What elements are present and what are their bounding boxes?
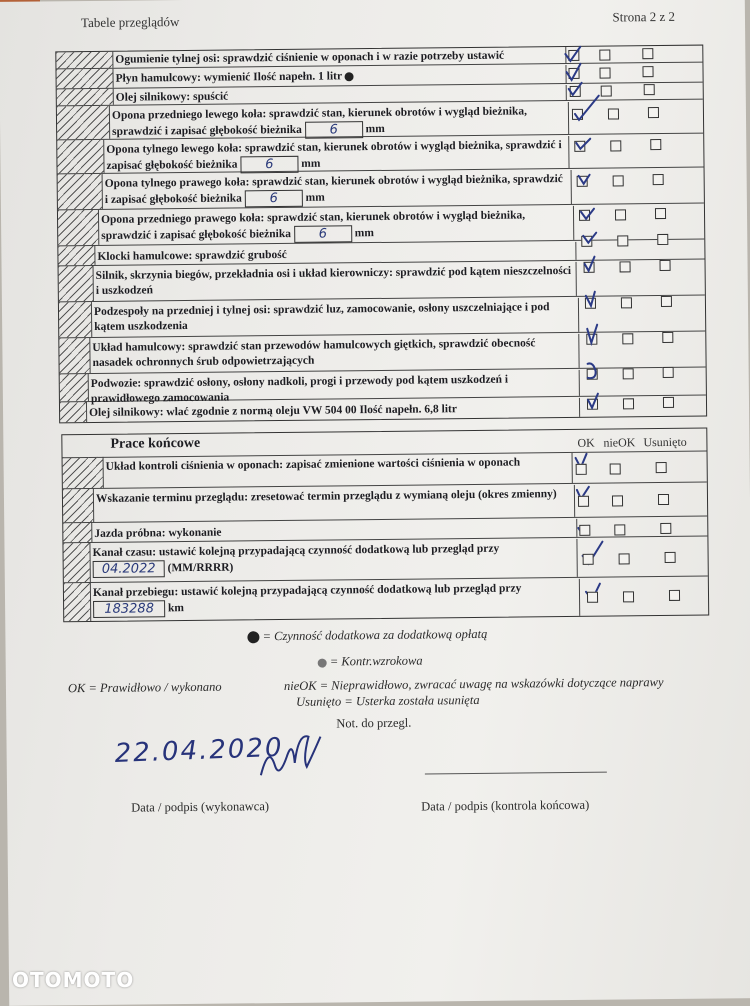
nieok-checkbox[interactable] xyxy=(620,261,631,272)
usunieto-checkbox[interactable] xyxy=(642,48,653,59)
signature-label-left: Data / podpis (wykonawca) xyxy=(131,799,270,815)
usunieto-checkbox[interactable] xyxy=(669,590,680,601)
ok-checkbox[interactable] xyxy=(585,298,596,309)
table2-checkboxes xyxy=(0,0,745,2)
ok-checkbox[interactable] xyxy=(581,236,592,247)
ok-checkbox[interactable] xyxy=(574,141,585,152)
handwritten-signature xyxy=(256,735,327,786)
tread-depth-field: 6 xyxy=(245,190,303,208)
next-service-mileage-field: 183288 xyxy=(93,600,165,618)
table1-checkboxes xyxy=(0,0,745,2)
usunieto-checkbox[interactable] xyxy=(653,174,664,185)
signature-line xyxy=(425,772,607,775)
nieok-checkbox[interactable] xyxy=(623,368,634,379)
nieok-checkbox[interactable] xyxy=(622,333,633,344)
row-text: Opona tylnego lewego koła: sprawdzić stan, kierunek obrotów i wygląd bieżnika, sprawdzić i zapisać głębokość bieżnika 6 mm xyxy=(103,136,569,173)
row-text: Olej silnikowy: wlać zgodnie z normą oleju VW 504 00 Ilość napełn. 6,8 litr xyxy=(86,398,580,422)
ok-checkbox[interactable] xyxy=(587,592,598,603)
ok-checkbox[interactable] xyxy=(584,262,595,273)
nieok-checkbox[interactable] xyxy=(608,108,619,119)
legend-extra-cost: = Czynność dodatkowa za dodatkową opłatą xyxy=(247,627,487,645)
usunieto-checkbox[interactable] xyxy=(665,552,676,563)
note-label: Not. do przegl. xyxy=(336,715,412,731)
inspection-table xyxy=(55,45,707,424)
nieok-checkbox[interactable] xyxy=(613,175,624,186)
sheet-title: Tabele przeglądów xyxy=(80,14,180,31)
ok-checkbox[interactable] xyxy=(583,554,594,565)
legend-usunieto: Usunięto = Usterka została usunięta xyxy=(296,692,480,709)
nieok-checkbox[interactable] xyxy=(623,398,634,409)
row-text: Olej silnikowy: spuścić xyxy=(113,85,567,105)
nieok-checkbox[interactable] xyxy=(621,297,632,308)
nieok-checkbox[interactable] xyxy=(610,463,621,474)
ok-checkbox[interactable] xyxy=(576,464,587,475)
nieok-checkbox[interactable] xyxy=(619,553,630,564)
nieok-checkbox[interactable] xyxy=(599,68,610,79)
usunieto-checkbox[interactable] xyxy=(660,260,671,271)
usunieto-checkbox[interactable] xyxy=(663,367,674,378)
ok-checkbox[interactable] xyxy=(568,68,579,79)
usunieto-checkbox[interactable] xyxy=(648,107,659,118)
row-text: Podwozie: sprawdzić osłony, osłony nadkoli, progi i przewody pod kątem uszkodzeń i prawidłowego zamocowania xyxy=(88,370,580,401)
usunieto-checkbox[interactable] xyxy=(658,494,669,505)
usunieto-checkbox[interactable] xyxy=(657,234,668,245)
extra-cost-dot-icon xyxy=(345,72,354,81)
row-text: Ogumienie tylnej osi: sprawdzić ciśnienie w oponach i w razie potrzeby ustawić xyxy=(112,47,566,68)
row-text: Płyn hamulcowy: wymienić Ilość napełn. 1 litr xyxy=(112,65,566,88)
nieok-checkbox[interactable] xyxy=(623,591,634,602)
usunieto-checkbox[interactable] xyxy=(662,332,673,343)
final-work-title: Prace końcowe xyxy=(110,435,201,452)
legend-ok: OK = Prawidłowo / wykonano xyxy=(67,679,222,696)
ok-checkbox[interactable] xyxy=(586,334,597,345)
row-text: Podzespoły na przedniej i tylnej osi: sprawdzić luz, zamocowanie, osłony uszczelniające i pod kątem uszkodzenia xyxy=(91,298,579,337)
row-text: Kanał czasu: ustawić kolejną przypadającą czynność dodatkową lub przegląd przy 04.2022 (MM/RRRR) xyxy=(89,539,577,582)
col-usunieto: Usunięto xyxy=(643,434,687,450)
nieok-checkbox[interactable] xyxy=(610,140,621,151)
nieok-checkbox[interactable] xyxy=(614,524,625,535)
nieok-checkbox[interactable] xyxy=(612,495,623,506)
tread-depth-field: 6 xyxy=(294,225,352,243)
ok-checkbox[interactable] xyxy=(587,399,598,410)
tread-depth-field: 6 xyxy=(305,121,363,139)
row-text: Jazda próbna: wykonanie xyxy=(91,519,577,542)
usunieto-checkbox[interactable] xyxy=(661,296,672,307)
tread-depth-field: 6 xyxy=(240,156,298,174)
table-row xyxy=(63,537,707,584)
ok-checkbox[interactable] xyxy=(578,496,589,507)
signature-label-right: Data / podpis (kontrola końcowa) xyxy=(421,797,590,814)
ok-checkbox[interactable] xyxy=(587,369,598,380)
nieok-checkbox[interactable] xyxy=(615,209,626,220)
page-number: Strona 2 z 2 xyxy=(612,8,676,25)
row-text: Wskazanie terminu przeglądu: zresetować termin przeglądu z wymianą oleju (okres zmienny) xyxy=(93,485,575,522)
otomoto-watermark: OTOMOTO xyxy=(12,968,135,992)
ok-checkbox[interactable] xyxy=(572,109,583,120)
col-ok: OK xyxy=(577,435,595,450)
usunieto-checkbox[interactable] xyxy=(650,139,661,150)
row-text: Układ hamulcowy: sprawdzić stan przewodów hamulcowych giętkich, sprawdzić obecność nasadek ochronnych śrub odpowietrzających xyxy=(89,334,579,373)
nieok-checkbox[interactable] xyxy=(617,235,628,246)
black-dot-icon xyxy=(247,631,259,643)
ok-checkbox[interactable] xyxy=(577,176,588,187)
ok-checkbox[interactable] xyxy=(579,210,590,221)
nieok-checkbox[interactable] xyxy=(601,86,612,97)
col-nieok: nieOK xyxy=(603,435,636,450)
table-row xyxy=(64,577,708,622)
row-text: Opona tylnego prawego koła: sprawdzić stan, kierunek obrotów i wygląd bieżnika, sprawdzić i zapisać głębokość bieżnika 6 mm xyxy=(102,170,572,209)
usunieto-checkbox[interactable] xyxy=(642,66,653,77)
ok-checkbox[interactable] xyxy=(568,50,579,61)
row-text: Opona przedniego lewego koła: sprawdzić stan, kierunek obrotów i wygląd bieżnika, sprawdzić i zapisać głębokość bieżnika 6 mm xyxy=(109,102,569,139)
row-text: Układ kontroli ciśnienia w oponach: zapisać zmienione wartości ciśnienia w oponach xyxy=(103,453,573,488)
ok-checkbox[interactable] xyxy=(579,525,590,536)
legend-visual-check: = Kontr.wzrokowa xyxy=(318,654,423,670)
final-work-table xyxy=(61,428,709,623)
row-text: Silnik, skrzynia biegów, przekładnia osi i układ kierowniczy: sprawdzić pod kątem nieszczelności i uszkodzeń xyxy=(93,262,577,301)
usunieto-checkbox[interactable] xyxy=(663,397,674,408)
ok-checkbox[interactable] xyxy=(570,86,581,97)
row-text: Klocki hamulcowe: sprawdzić grubość xyxy=(94,242,576,265)
grey-dot-icon xyxy=(318,658,327,667)
row-text: Kanał przebiegu: ustawić kolejną przypadającą czynność dodatkową lub przegląd przy 183288 km xyxy=(90,579,580,621)
usunieto-checkbox[interactable] xyxy=(660,523,671,534)
legend-nieok: nieOK = Nieprawidłowo, zwracać uwagę na wskazówki dotyczące naprawy xyxy=(283,675,664,693)
nieok-checkbox[interactable] xyxy=(599,50,610,61)
row-text: Opona przedniego prawego koła: sprawdzić stan, kierunek obrotów i wygląd bieżnika, sprawdzić i zapisać głębokość bieżnika 6 mm xyxy=(98,206,574,245)
usunieto-checkbox[interactable] xyxy=(644,84,655,95)
usunieto-checkbox[interactable] xyxy=(655,208,666,219)
handwritten-date: 22.04.2020 xyxy=(114,732,284,769)
next-service-date-field: 04.2022 xyxy=(93,560,165,578)
usunieto-checkbox[interactable] xyxy=(656,462,667,473)
